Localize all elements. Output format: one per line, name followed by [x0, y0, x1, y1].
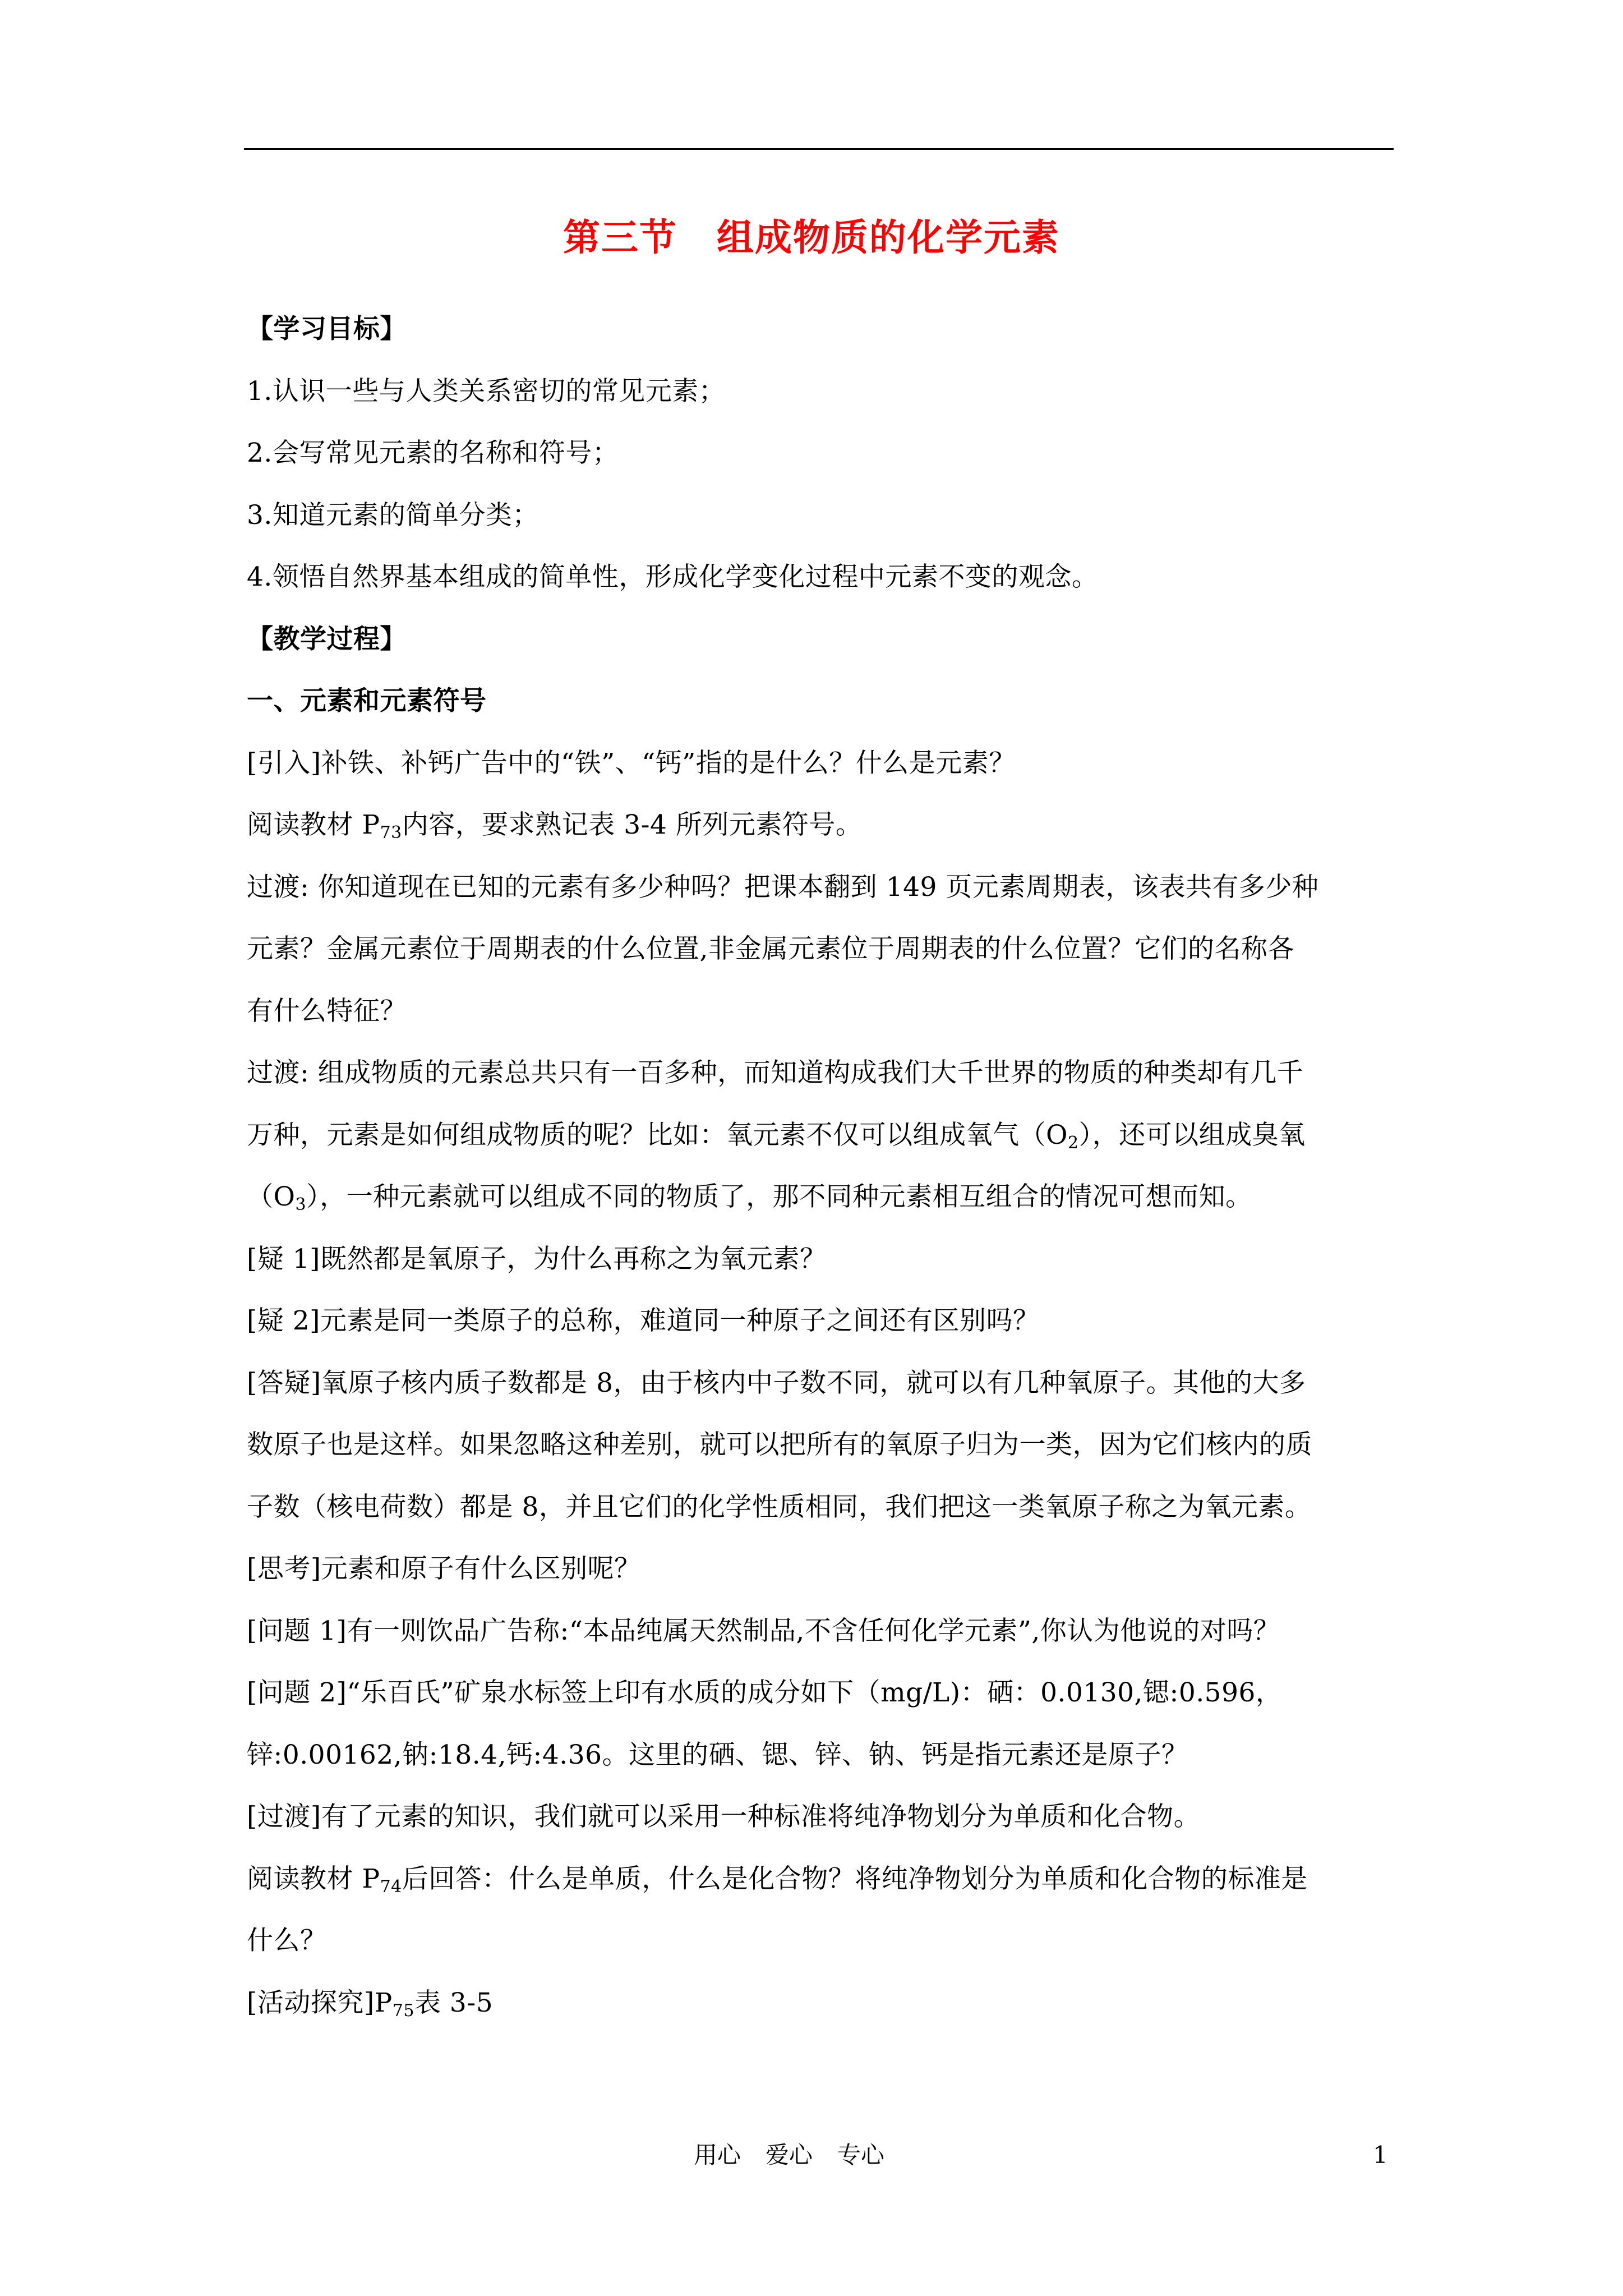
paragraph-think: [思考]元素和原子有什么区别呢？ — [247, 1553, 641, 1584]
paragraph-question-2: 锌:0.00162,钠:18.4,钙:4.36。这里的硒、锶、锌、钠、钙是指元素还是原子？ — [247, 1739, 1188, 1770]
paragraph-read-textbook: 阅读教材 $P_{73}$内容，要求熟记表 3-4 所列元素符号。 — [247, 809, 863, 843]
paragraph-answer: 数原子也是这样。如果忽略这种差别，就可以把所有的氧原子归为一类，因为它们核内的质 — [247, 1429, 1312, 1460]
objectives-heading: 【学习目标】 — [247, 314, 407, 344]
paragraph-transition-1: 有什么特征？ — [247, 995, 407, 1027]
paragraph-question-1: [问题 1]有一则饮品广告称:“本品纯属天然制品,不含任何化学元素”,你认为他说的对吗？ — [247, 1615, 1280, 1646]
title-text: 组成物质的化学元素 — [717, 215, 1060, 259]
paragraph-activity: [活动探究]$P_{75}$表 3-5 — [247, 1987, 494, 2021]
title-section-number: 第三节 — [563, 215, 677, 259]
objective-item: 1.认识一些与人类关系密切的常见元素； — [247, 375, 726, 407]
paragraph-transition-2: 过渡: 组成物质的元素总共只有一百多种，而知道构成我们大千世界的物质的种类却有几千 — [247, 1057, 1304, 1088]
objective-item: 3.知道元素的简单分类； — [247, 499, 539, 531]
page-title — [0, 212, 1623, 263]
document-body — [247, 298, 1396, 2034]
paragraph-transition-1: 元素？金属元素位于周期表的什么位置,非金属元素位于周期表的什么位置？它们的名称各 — [247, 933, 1294, 964]
page-number: 1 — [1373, 2141, 1388, 2169]
paragraph-intro: [引入]补铁、补钙广告中的“铁”、“钙”指的是什么？什么是元素？ — [247, 747, 1016, 779]
paragraph-answer: [答疑]氧原子核内质子数都是 8，由于核内中子数不同，就可以有几种氧原子。其他的大多 — [247, 1367, 1306, 1398]
paragraph-transition-1: 过渡: 你知道现在已知的元素有多少种吗？把课本翻到 149 页元素周期表，该表共有多少种 — [247, 871, 1319, 903]
paragraph-answer: 子数（核电荷数）都是 8，并且它们的化学性质相同，我们把这一类氧原子称之为氧元素。 — [247, 1491, 1312, 1522]
footer-motto: 用心 爱心 专心 — [694, 2141, 885, 2169]
paragraph-transition-2: 万种，元素是如何组成物质的呢？比如：氧元素不仅可以组成氧气$(O_2)$，还可以组成臭氧 — [247, 1119, 1306, 1153]
paragraph-read-textbook-2: 什么？ — [247, 1925, 327, 1956]
subheading-elements-symbols: 一、元素和元素符号 — [247, 685, 487, 716]
paragraph-doubt-1: [疑 1]既然都是氧原子，为什么再称之为氧元素？ — [247, 1243, 827, 1274]
objective-item: 2.会写常见元素的名称和符号； — [247, 438, 619, 468]
paragraph-question-2: [问题 2]“乐百氏”矿泉水标签上印有水质的成分如下（mg/L)：硒：0.0130,锶:0.596， — [247, 1677, 1283, 1708]
process-heading: 【教学过程】 — [247, 623, 407, 655]
header-rule — [244, 148, 1394, 150]
paragraph-transition-3: [过渡]有了元素的知识，我们就可以采用一种标准将纯净物划分为单质和化合物。 — [247, 1801, 1201, 1832]
objective-item: 4.领悟自然界基本组成的简单性，形成化学变化过程中元素不变的观念。 — [247, 562, 1099, 592]
paragraph-doubt-2: [疑 2]元素是同一类原子的总称，难道同一种原子之间还有区别吗？ — [247, 1305, 1040, 1336]
paragraph-transition-2: $(O_3)$，一种元素就可以组成不同的物质了，那不同种元素相互组合的情况可想而知。 — [247, 1181, 1252, 1214]
paragraph-read-textbook-2: 阅读教材 $P_{74}$后回答：什么是单质，什么是化合物？将纯净物划分为单质和化合物的标准是 — [247, 1863, 1308, 1897]
